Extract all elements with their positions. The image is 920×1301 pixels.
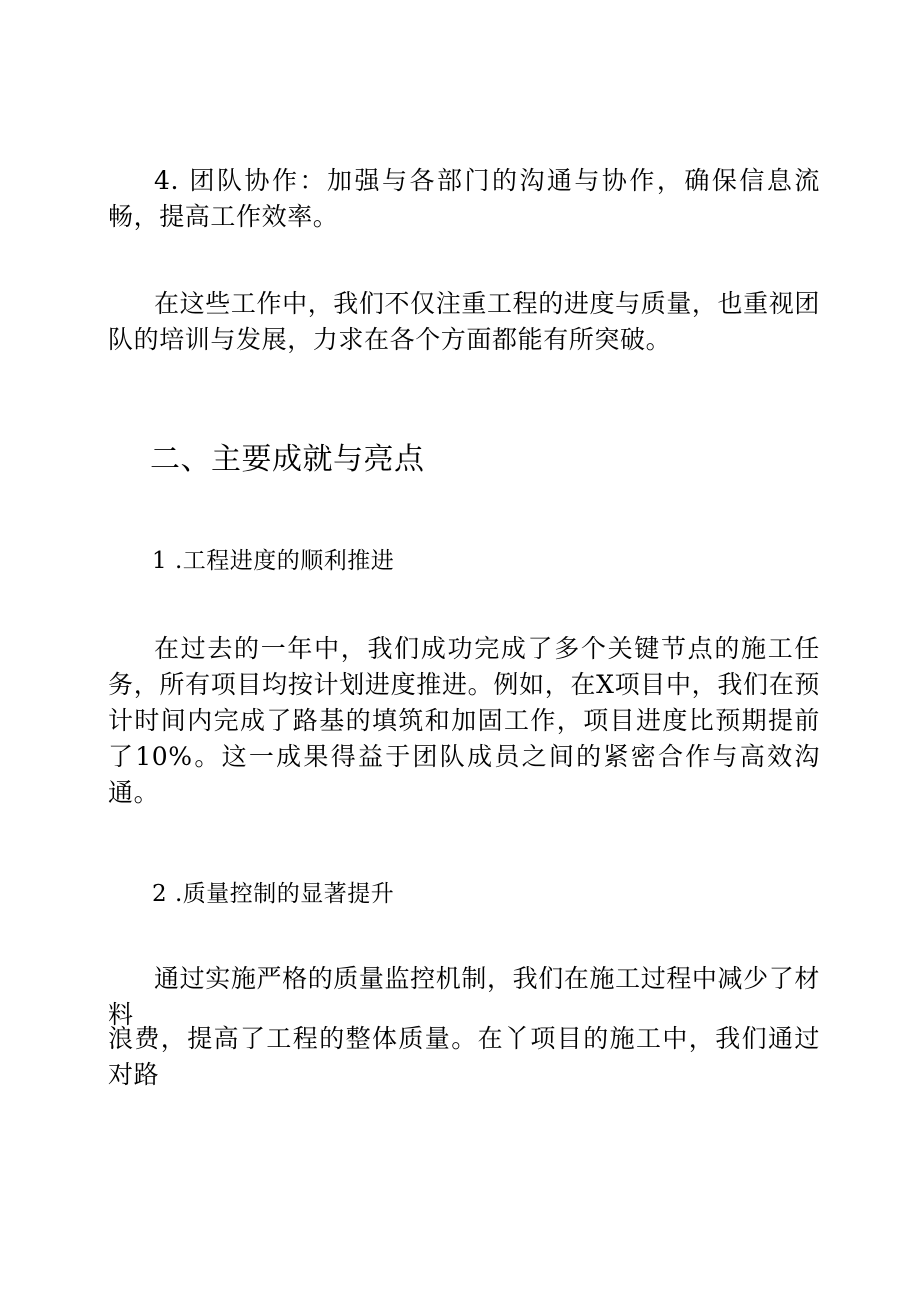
subheading-quality: 2 .质量控制的显著提升 <box>152 881 395 907</box>
section-heading-achievements: 二、主要成就与亮点 <box>150 442 425 477</box>
paragraph-team-collaboration: 4. 团队协作：加强与各部门的沟通与协作，确保信息流畅，提高工作效率。 <box>108 166 820 231</box>
paragraph-quality-line-2: 浪费，提高了工程的整体质量。在丫项目的施工中，我们通过对路 <box>108 1024 820 1089</box>
subheading-progress: 1 .工程进度的顺利推进 <box>152 548 395 574</box>
paragraph-work-summary: 在这些工作中，我们不仅注重工程的进度与质量，也重视团队的培训与发展，力求在各个方面都能有所突破。 <box>108 289 820 354</box>
paragraph-quality-line-1: 通过实施严格的质量监控机制，我们在施工过程中减少了材料 <box>108 964 820 1029</box>
paragraph-progress-body: 在过去的一年中，我们成功完成了多个关键节点的施工任务，所有项目均按计划进度推进。例如，在X项目中，我们在预计时间内完成了路基的填筑和加固工作，项目进度比预期提前了10%。这一成果得益于团队成员之间的紧密合作与高效沟通。 <box>108 634 820 807</box>
